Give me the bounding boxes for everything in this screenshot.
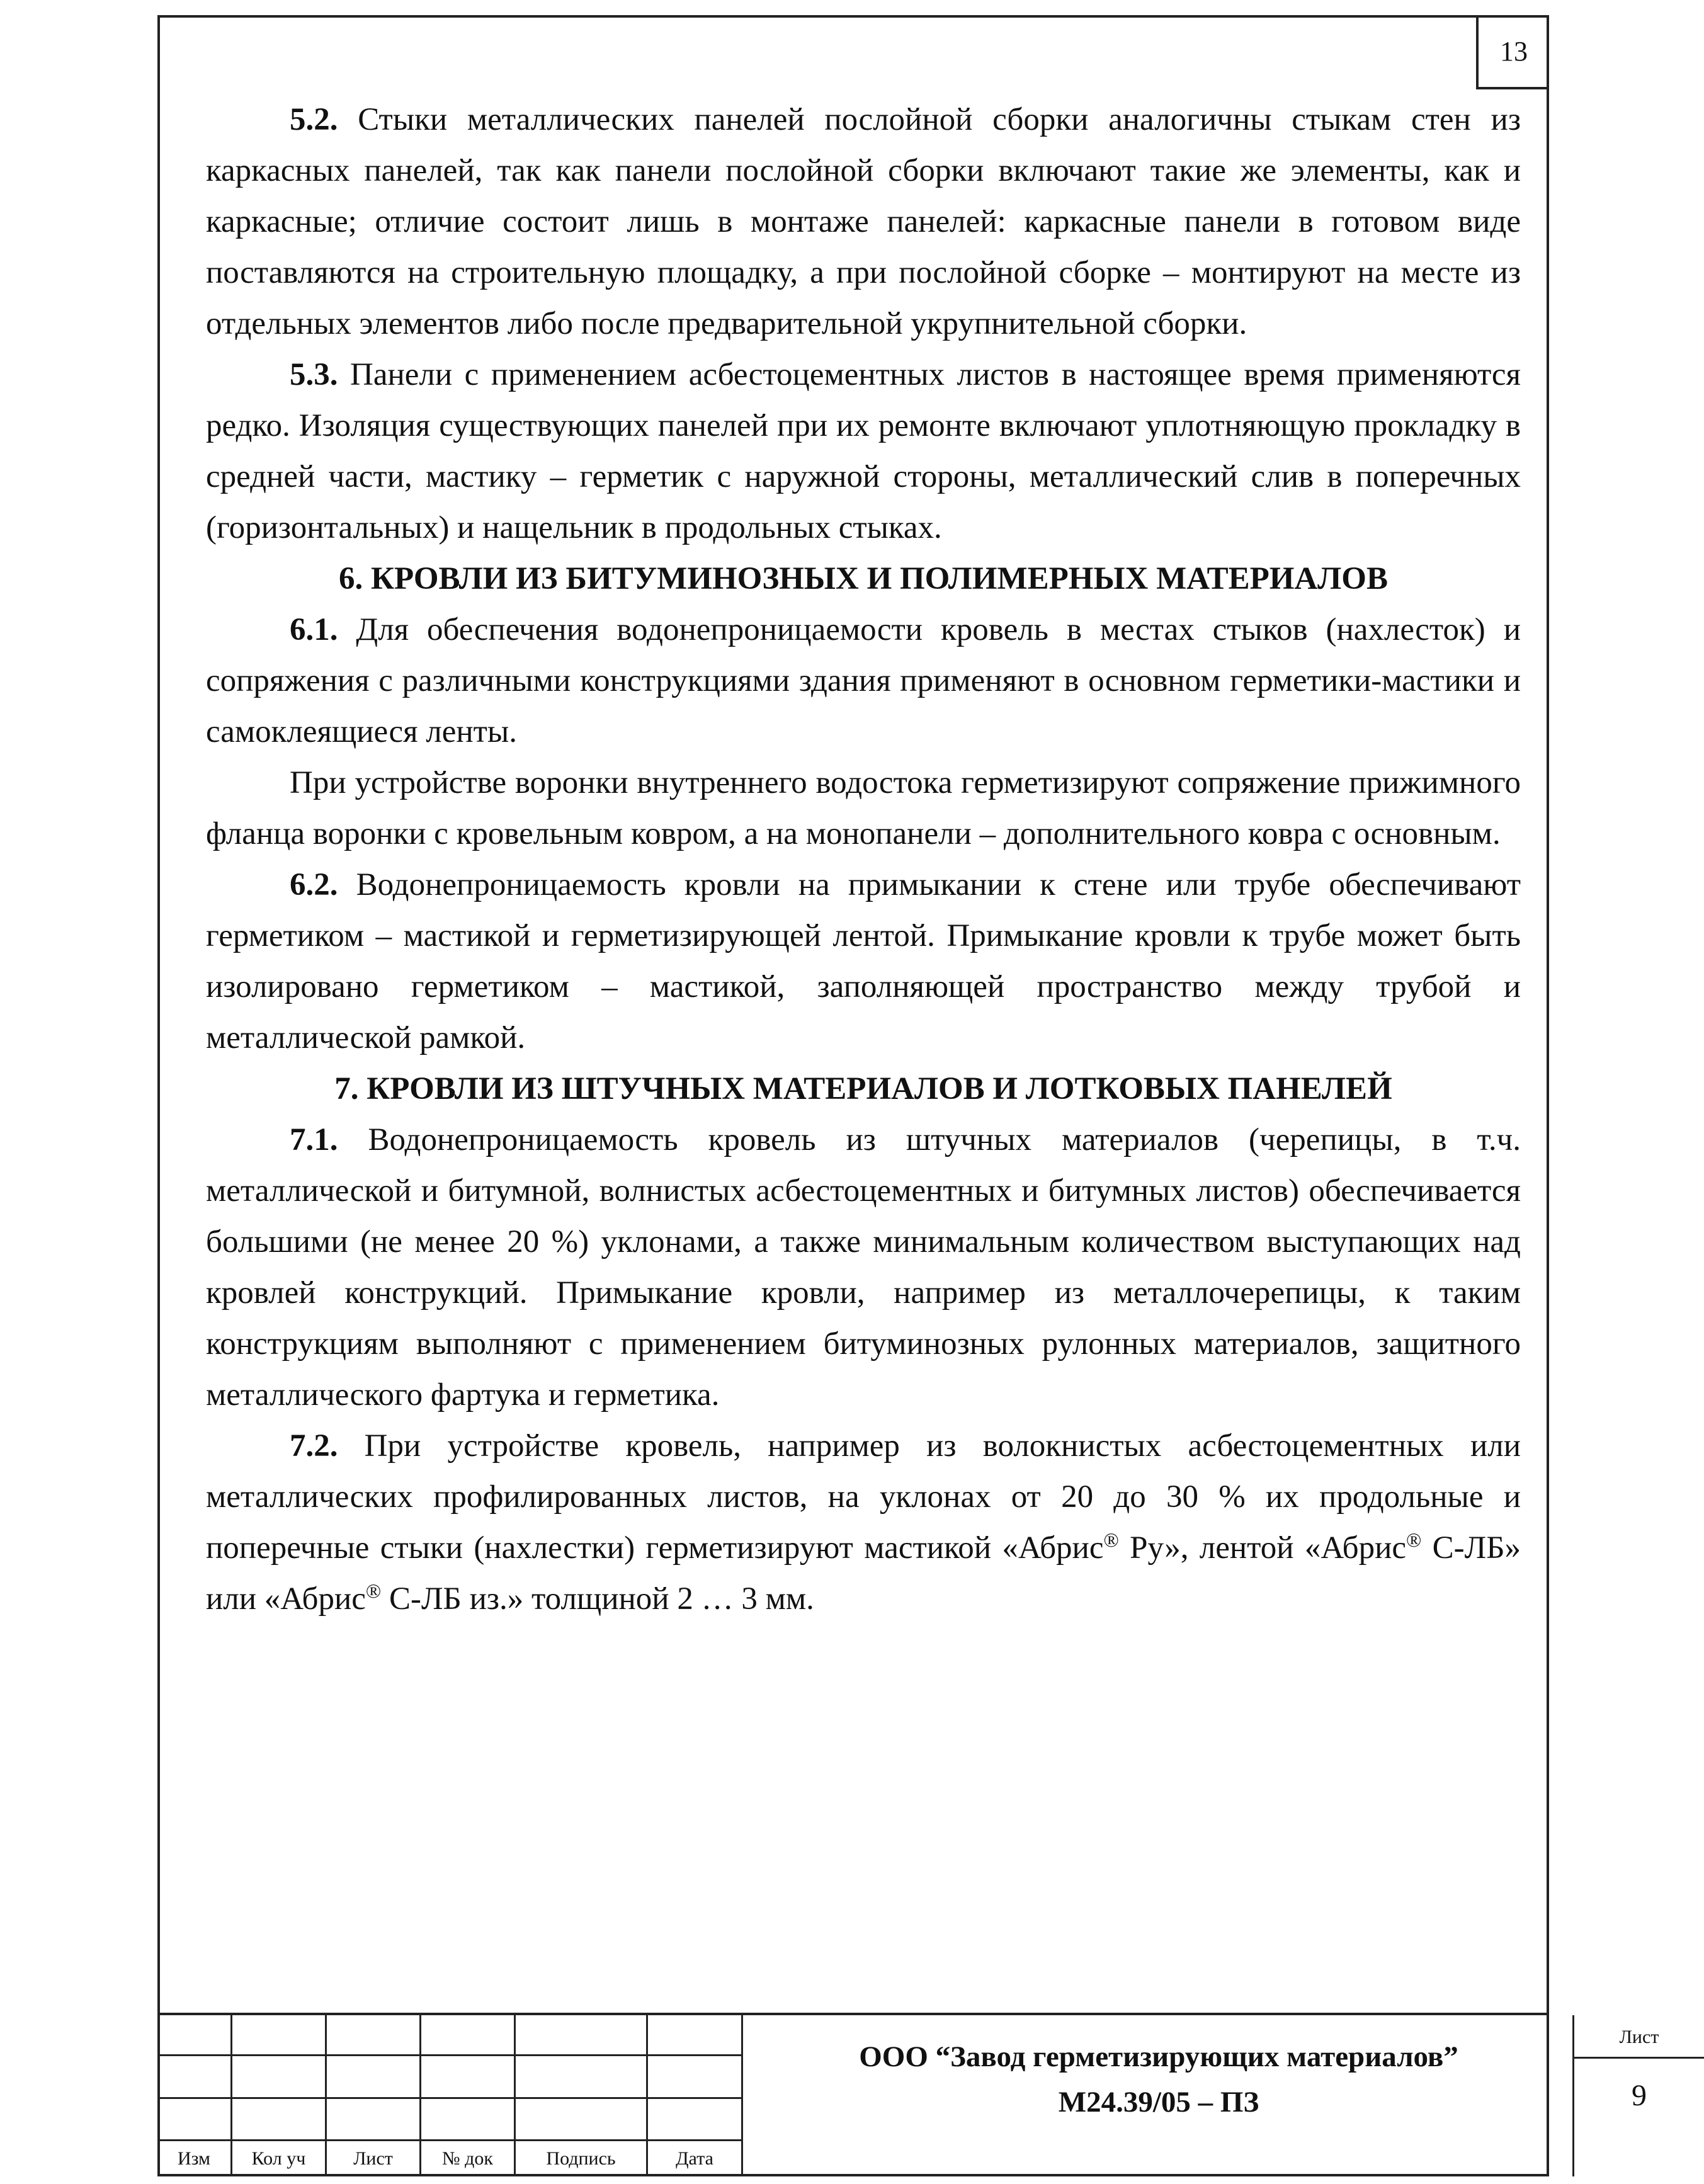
paragraph-text: Водонепроницаемость кровель из штучных материалов (черепицы, в т.ч. металлической и битумной, волнистых асбестоцементных и битумных листов) обеспечивается большими (не менее 20 %) уклонами, а также минимальным количеством выступающих над кровлей конструкций. Примыкание кровли, например из металлочерепицы, к таким конструкциям выполняют с применением битуминозных рулонных материалов, защитного металлического фартука и герметика. [206,1122,1521,1413]
paragraph-7-2 [206,1421,1521,1625]
column-label-doc-number: № док [442,2148,493,2169]
clause-number: 5.2. [290,102,338,137]
registered-mark: ® [1103,1528,1119,1551]
section-heading-6: 6. КРОВЛИ ИЗ БИТУМИНОЗНЫХ И ПОЛИМЕРНЫХ МАТЕРИАЛОВ [339,561,1388,596]
registered-mark: ® [1406,1528,1422,1551]
paragraph-text: Панели с применением асбестоцементных листов в настоящее время применяются редко. Изоляция существующих панелей при их ремонте включают уплотняющую прокладку в средней части, мастику – герметик с наружной стороны, металлический слив в поперечных (горизонтальных) и нащельник в продольных стыках. [206,357,1521,545]
column-label-count: Кол уч [251,2148,306,2169]
paragraph-5-2 [206,94,1521,350]
document-code: М24.39/05 – ПЗ [1058,2086,1259,2119]
paragraph-text: Ру», лентой «Абрис [1118,1530,1407,1566]
sheet-cell [1574,2015,1704,2176]
column-label-signature: Подпись [546,2148,616,2169]
paragraph-text: Водонепроницаемость кровли на примыкании к стене или трубе обеспечивают герметиком – мастикой и герметизирующей лентой. Примыкание кровли к трубе может быть изолировано герметиком – мастикой, заполняющей пространство между трубой и металлической рамкой. [206,867,1521,1055]
clause-number: 5.3. [290,357,338,392]
clause-number: 6.1. [290,612,338,647]
paragraph-6-2 [206,860,1521,1064]
section-heading-7: 7. КРОВЛИ ИЗ ШТУЧНЫХ МАТЕРИАЛОВ И ЛОТКОВЫХ ПАНЕЛЕЙ [334,1071,1392,1106]
grid-line [157,2097,743,2099]
document-body [206,94,1521,1625]
column-label-change: Изм [177,2148,211,2169]
organization-title [749,2034,1568,2125]
clause-number: 7.1. [290,1122,338,1157]
grid-line [1574,2057,1704,2059]
paragraph-7-1 [206,1115,1521,1421]
paragraph-6-1 [206,605,1521,758]
paragraph-5-3 [206,350,1521,554]
column-label-sheet: Лист [353,2148,393,2169]
clause-number: 6.2. [290,867,338,902]
organization-name: ООО “Завод герметизирующих материалов” [859,2040,1458,2073]
paragraph-6-1-continued: При устройстве воронки внутреннего водостока герметизируют сопряжение прижимного фланца воронки с кровельным ковром, а на монопанели – дополнительного ковра с основным. [206,765,1521,851]
sheet-label: Лист [1619,2027,1659,2047]
paragraph-text: Стыки металлических панелей послойной сборки аналогичны стыкам стен из каркасных панелей, так как панели послойной сборки включают такие же элементы, как и каркасные; отличие состоит лишь в монтаже панелей: каркасные панели в готовом виде поставляются на строительную площадку, а при послойной сборке – монтируют на месте из отдельных элементов либо после предварительной укрупнительной сборки. [206,102,1521,341]
column-label-date: Дата [676,2148,713,2169]
grid-line [157,2054,743,2056]
registered-mark: ® [365,1579,382,1602]
corner-page-number: 13 [1476,15,1549,89]
paragraph-text: С-ЛБ из.» толщиной 2 … 3 мм. [381,1581,814,1617]
clause-number: 7.2. [290,1428,338,1464]
paragraph-text: При устройстве кровель, например из волокнистых асбестоцементных или металлических профилированных листов, на уклонах от 20 до 30 % их продольные и поперечные стыки (нахлестки) герметизируют мастикой «Абрис [206,1428,1521,1566]
title-block [157,2013,1659,2176]
paragraph-text: С-ЛБ» или «Абрис [206,1530,1521,1617]
grid-line [741,2015,743,2176]
paragraph-text: Для обеспечения водонепроницаемости кровель в местах стыков (нахлесток) и сопряжения с различными конструкциями здания применяют в основном герметики-мастики и самоклеящиеся ленты. [206,612,1521,749]
revision-grid [157,2015,743,2176]
sheet-number: 9 [1632,2079,1647,2112]
